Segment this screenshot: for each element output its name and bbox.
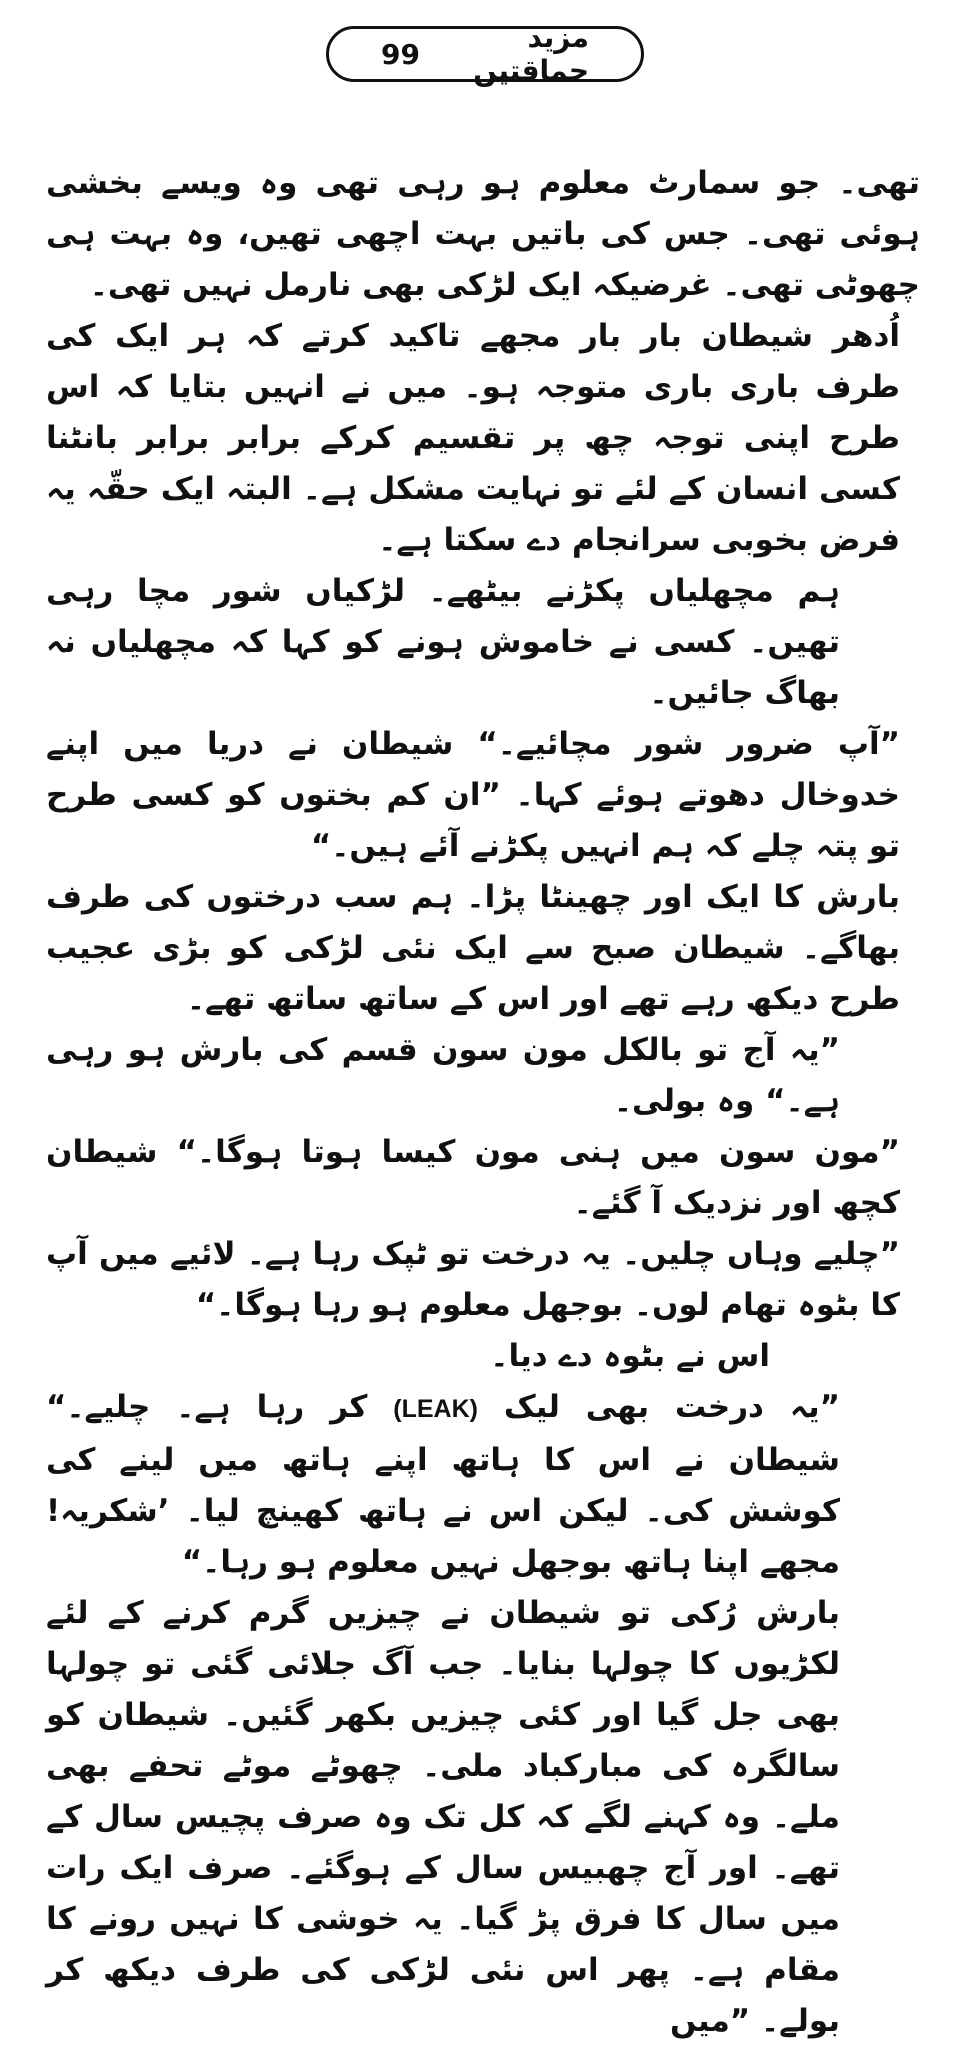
paragraph: ”آپ ضرور شور مچائیے۔“ شیطان نے دریا میں اپنے خدوخال دھوتے ہوئے کہا۔ ”ان کم بختوں کو کسی طرح تو پتہ چلے کہ ہم انہیں پکڑنے آئے ہیں۔“ — [46, 726, 900, 864]
book-title: مزید حماقتیں — [473, 21, 589, 87]
paragraph-text-after: کر رہا ہے۔ چلیے۔“ شیطان نے اس کا ہاتھ اپنے ہاتھ میں لینے کی کوشش کی۔ لیکن اس نے ہاتھ کھینچ لیا۔ ’شکریہ! مجھے اپنا ہاتھ بوجھل نہیں معلوم ہو رہا۔“ — [46, 1389, 840, 1580]
paragraph: بارش کا ایک اور چھینٹا پڑا۔ ہم سب درختوں کی طرف بھاگے۔ شیطان صبح سے ایک نئی لڑکی کو بڑی عجیب طرح دیکھ رہے تھے اور اس کے ساتھ ساتھ تھے۔ — [46, 879, 900, 1017]
paragraph — [46, 1382, 920, 1588]
paragraph: ”یہ آج تو بالکل مون سون قسم کی بارش ہو رہی ہے۔“ وہ بولی۔ — [46, 1032, 840, 1119]
paragraph: ”مون سون میں ہنی مون کیسا ہوتا ہوگا۔“ شیطان کچھ اور نزدیک آ گئے۔ — [46, 1134, 900, 1221]
paragraph: ”چلیے وہاں چلیں۔ یہ درخت تو ٹپک رہا ہے۔ لائیے میں آپ کا بٹوہ تھام لوں۔ بوجھل معلوم ہو رہا ہوگا۔“ — [46, 1236, 900, 1323]
paragraph: اُدھر شیطان بار بار مجھے تاکید کرتے کہ ہر ایک کی طرف باری باری متوجہ ہو۔ میں نے انہیں بتایا کہ اس طرح اپنی توجہ چھ پر تقسیم کرکے برابر برابر بانٹنا کسی انسان کے لئے تو نہایت مشکل ہے۔ البتہ ایک حقّہ یہ فرض بخوبی سرانجام دے سکتا ہے۔ — [46, 318, 900, 558]
paragraph: تھی۔ جو سمارٹ معلوم ہو رہی تھی وہ ویسے بخشی ہوئی تھی۔ جس کی باتیں بہت اچھی تھیں، وہ بہت ہی چھوٹی تھی۔ غرضیکہ ایک لڑکی بھی نارمل نہیں تھی۔ — [46, 165, 920, 303]
paragraph: اس نے بٹوہ دے دیا۔ — [490, 1338, 770, 1374]
paragraph: ہم مچھلیاں پکڑنے بیٹھے۔ لڑکیاں شور مچا رہی تھیں۔ کسی نے خاموش ہونے کو کہا کہ مچھلیاں نہ بھاگ جائیں۔ — [46, 573, 840, 711]
paragraph-text-before: ”یہ درخت بھی لیک — [477, 1389, 840, 1425]
leak-term: (LEAK) — [393, 1395, 478, 1423]
page-header — [326, 21, 644, 87]
page-number: 99 — [381, 37, 420, 71]
paragraph: بارش رُکی تو شیطان نے چیزیں گرم کرنے کے لئے لکڑیوں کا چولہا بنایا۔ جب آگ جلائی گئی تو چولہا بھی جل گیا اور کئی چیزیں بکھر گئیں۔ شیطان کو سالگرہ کی مبارکباد ملی۔ چھوٹے موٹے تحفے بھی ملے۔ وہ کہنے لگے کہ کل تک وہ صرف پچیس سال کے تھے۔ اور آج چھبیس سال کے ہوگئے۔ صرف ایک رات میں سال کا فرق پڑ گیا۔ یہ خوشی کا نہیں رونے کا مقام ہے۔ پھر اس نئی لڑکی کی طرف دیکھ کر بولے۔ ”میں — [46, 1595, 840, 2039]
page-body — [46, 158, 920, 2047]
